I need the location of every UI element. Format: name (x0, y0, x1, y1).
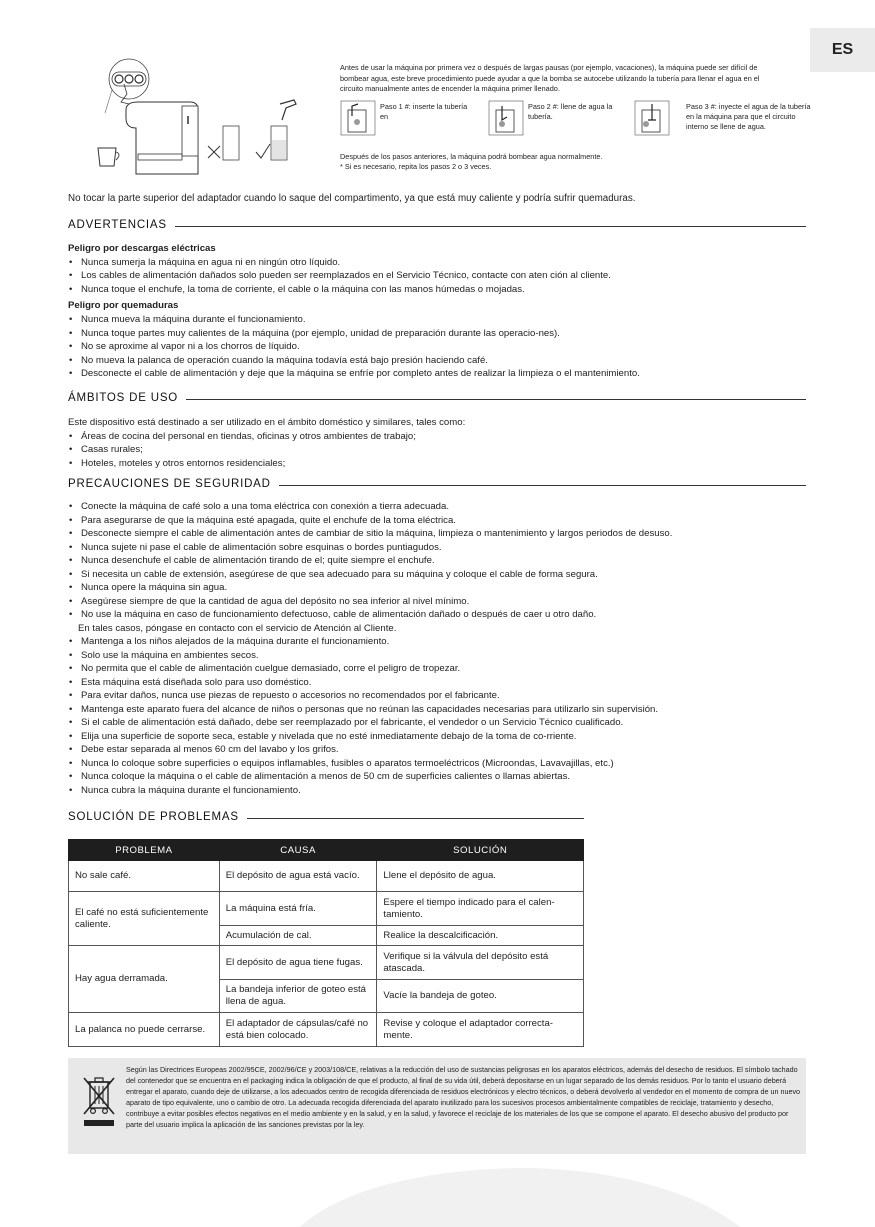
cause-cell: El adaptador de cápsulas/café no está bien colocado. (219, 1013, 377, 1047)
list-item: • Si el cable de alimentación está dañado, debe ser reemplazado por el fabricante, el vendedor o un Servicio Técnico cualificado. (68, 716, 808, 730)
intro-paragraph: Antes de usar la máquina por primera vez o después de largas pausas (por ejemplo, vacaciones), la máquina puede ser difícil de bombear agua, este breve procedimiento puede ayudar a que la bomba se autocebe utilizando la tubería para llenar el agua en el circuito manualmente antes de encender la máquina primer llenado. (340, 63, 760, 93)
problem-cell: El café no está suficientemente caliente. (69, 892, 220, 946)
list-item: • Nunca sujete ni pase el cable de alimentación sobre esquinas o bordes puntiagudos. (68, 541, 808, 555)
column-header-problema: PROBLEMA (69, 840, 220, 861)
cause-cell: La bandeja inferior de goteo está llena de agua. (219, 980, 377, 1013)
column-header-solucion: SOLUCIÓN (377, 840, 584, 861)
table-header-row (69, 840, 584, 861)
solution-cell: Realice la descalcificación. (377, 926, 584, 946)
section-title: PRECAUCIONES DE SEGURIDAD (68, 478, 271, 490)
list-item: • No use la máquina en caso de funcionamiento defectuoso, cable de alimentación dañado o después de caer u otro daño. (68, 608, 808, 622)
section-title: ÁMBITOS DE USO (68, 392, 179, 404)
list-item: • No permita que el cable de alimentación cuelgue demasiado, corre el peligro de tropezar. (68, 662, 808, 676)
burn-warning-note: No tocar la parte superior del adaptador cuando lo saque del compartimento, ya que está muy caliente y podría sufrir quemaduras. (68, 193, 636, 204)
weee-disposal-text: Según las Directrices Europeas 2002/95CE, 2002/96/CE y 2003/108/CE, relativas a la reducción del uso de sustancias peligrosas en los aparatos eléctricos, además del desecho de residuos. El símbolo tachado del contenedor que se encuentra en el packaging indica la obligación de que el producto, al final de su vida útil, deberá depositarse en un lugar separado de los demás residuos. Por lo tanto el usuario deberá entregar el aparato, cuando deje de utilizarse, a los adecuados centro de recogida diferenciada de residuos electrónicos y electro técnicos, o deberá devolverlo al vendedor en el momento de compra de un nuevo aparato de tipo equivalente, uno o cambio de otro. La adecuada recogida diferenciada del aparato inutilizado para los sucesivos procesos ambientalmente compatibles de reciclaje, tratamiento y desecho, contribuye a evitar posibles efectos negativos en el medio ambiente y en la salud, y en la salud, y favorece el reciclaje de los materiales de los que se compone el aparato. El desecho abusivo del producto por parte del usuario implica la aplicación de las sanciones previstas por la ley. (126, 1065, 801, 1129)
list-item: • Esta máquina está diseñada solo para uso doméstico. (68, 676, 808, 690)
list-item: • Para evitar daños, nunca use piezas de repuesto o accesorios no recomendados por el fabricante. (68, 689, 808, 703)
advertencias-content (68, 242, 808, 381)
list-item: • Casas rurales; (68, 443, 808, 457)
cause-cell: El depósito de agua está vacío. (219, 861, 377, 892)
list-item: • Los cables de alimentación dañados solo pueden ser reemplazados en el Servicio Técnico, contacte con aten ción al cliente. (68, 269, 808, 283)
crossed-bin-icon (82, 1076, 116, 1128)
list-item: • Mantenga a los niños alejados de la máquina durante el funcionamiento. (68, 635, 808, 649)
troubleshooting-table (68, 839, 584, 1047)
solution-cell: Vacíe la bandeja de goteo. (377, 980, 584, 1013)
after-steps-line: Después de los pasos anteriores, la máquina podrá bombear agua normalmente. (340, 152, 603, 161)
cause-cell: La máquina está fría. (219, 892, 377, 926)
column-header-causa: CAUSA (219, 840, 377, 861)
language-tab (810, 28, 875, 72)
list-item: • Nunca sumerja la máquina en agua ni en ningún otro líquido. (68, 256, 808, 270)
problem-cell: La palanca no puede cerrarse. (69, 1013, 220, 1047)
section-rule (186, 399, 806, 400)
list-item: • Solo use la máquina en ambientes secos. (68, 649, 808, 663)
list-item: • Nunca cubra la máquina durante el funcionamiento. (68, 784, 808, 798)
solution-cell: Revise y coloque el adaptador correcta-mente. (377, 1013, 584, 1047)
list-item: • Nunca lo coloque sobre superficies o equipos inflamables, fusibles o aparatos termoeléctricos (Microondas, Lavavajillas, etc.) (68, 757, 808, 771)
solution-cell: Espere el tiempo indicado para el calen-tamiento. (377, 892, 584, 926)
list-item: • Mantenga este aparato fuera del alcance de niños o personas que no reúnan las capacidades necesarias para utilizarlo sin supervisión. (68, 703, 808, 717)
list-item: • Conecte la máquina de café solo a una toma eléctrica con conexión a tierra adecuada. (68, 500, 808, 514)
step-2-text: Paso 2 #: llene de agua la tubería. (528, 102, 613, 121)
section-solucion-header (68, 811, 584, 823)
step-2-illustration (488, 100, 524, 136)
list-item: • Nunca toque partes muy calientes de la máquina (por ejemplo, unidad de preparación durante las operacio-nes). (68, 327, 808, 341)
subsection-title: Peligro por descargas eléctricas (68, 243, 216, 254)
ambitos-content (68, 416, 808, 470)
after-steps (340, 152, 780, 172)
table-row (69, 861, 584, 892)
section-precauciones-header (68, 478, 806, 490)
list-item: • Asegúrese siempre de que la cantidad de agua del depósito no sea inferior al nivel mínimo. (68, 595, 808, 609)
section-title: ADVERTENCIAS (68, 219, 167, 231)
list-item: • Elija una superficie de soporte seca, estable y nivelada que no esté inmediatamente debajo de la toma de co-rriente. (68, 730, 808, 744)
list-item: • Nunca desenchufe el cable de alimentación tirando de el; quite siempre el enchufe. (68, 554, 808, 568)
list-item: • Hoteles, moteles y otros entornos residenciales; (68, 457, 808, 471)
solution-cell: Verifique si la válvula del depósito está atascada. (377, 946, 584, 980)
list-item: • Nunca opere la máquina sin agua. (68, 581, 808, 595)
problem-cell: No sale café. (69, 861, 220, 892)
list-item: • Áreas de cocina del personal en tiendas, oficinas y otros ambientes de trabajo; (68, 430, 808, 444)
step-1-illustration (340, 100, 376, 136)
list-item: • Desconecte siempre el cable de alimentación antes de cambiar de sitio la máquina, limpieza o mantenimiento y largos periodos de desuso. (68, 527, 808, 541)
weee-disposal-box (68, 1058, 806, 1154)
after-steps-note: * Si es necesario, repita los pasos 2 o 3 veces. (340, 162, 492, 171)
cause-cell: El depósito de agua tiene fugas. (219, 946, 377, 980)
problem-cell: Hay agua derramada. (69, 946, 220, 1013)
list-item: • Para asegurarse de que la máquina esté apagada, quite el enchufe de la toma eléctrica. (68, 514, 808, 528)
list-item-continuation: En tales casos, póngase en contacto con el servicio de Atención al Cliente. (78, 622, 397, 634)
section-rule (279, 485, 806, 486)
section-title: SOLUCIÓN DE PROBLEMAS (68, 811, 239, 823)
section-rule (175, 226, 806, 227)
step-3-text: Paso 3 #: inyecte el agua de la tubería en la máquina para que el circuito interno se llene de agua. (686, 102, 811, 131)
section-advertencias-header (68, 219, 806, 231)
table-row (69, 1013, 584, 1047)
ambitos-intro: Este dispositivo está destinado a ser utilizado en el ámbito doméstico y similares, tales como: (68, 417, 466, 428)
table-row (69, 892, 584, 926)
solution-cell: Llene el depósito de agua. (377, 861, 584, 892)
list-item: • Nunca toque el enchufe, la toma de corriente, el cable o la máquina con las manos húmedas o mojadas. (68, 283, 808, 297)
step-3-illustration (634, 100, 670, 136)
list-item: • No mueva la palanca de operación cuando la máquina todavía está bajo presión haciendo café. (68, 354, 808, 368)
table-row (69, 946, 584, 980)
machine-illustration (90, 58, 300, 188)
list-item: • Desconecte el cable de alimentación y deje que la máquina se enfríe por completo antes de realizar la limpieza o el mantenimiento. (68, 367, 808, 381)
language-label: ES (831, 41, 854, 58)
cause-cell: Acumulación de cal. (219, 926, 377, 946)
precauciones-content (68, 500, 808, 797)
list-item: • Nunca coloque la máquina o el cable de alimentación a menos de 50 cm de superficies calientes o llamas abiertas. (68, 770, 808, 784)
step-1-text: Paso 1 #: inserte la tubería en (380, 102, 468, 121)
list-item: • No se aproxime al vapor ni a los chorros de líquido. (68, 340, 808, 354)
list-item: • Debe estar separada al menos 60 cm del lavabo y los grifos. (68, 743, 808, 757)
section-ambitos-header (68, 392, 806, 404)
list-item: • Nunca mueva la máquina durante el funcionamiento. (68, 313, 808, 327)
list-item: • Si necesita un cable de extensión, asegúrese de que sea adecuado para su máquina y coloque el cable de forma segura. (68, 568, 808, 582)
section-rule (247, 818, 584, 819)
subsection-title: Peligro por quemaduras (68, 300, 179, 312)
